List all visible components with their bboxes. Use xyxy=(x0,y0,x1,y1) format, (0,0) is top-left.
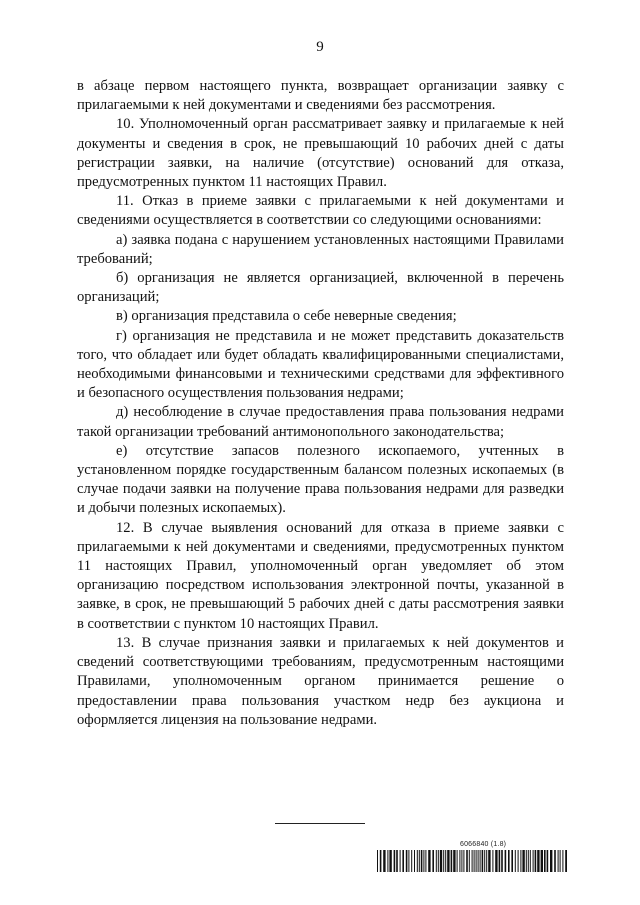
page-number: 9 xyxy=(316,39,324,55)
paragraph-subitem-g: г) организация не представила и не может представить доказательств того, что обладает или будет обладать квалифицированными специалистами, необходимыми финансовыми и техническими средствами для эффективного и безопасного осуществления пользования недрами; xyxy=(77,327,564,402)
paragraph-item-10: 10. Уполномоченный орган рассматривает заявку и прилагаемые к ней документы и сведения в срок, не превышающий 10 рабочих дней с даты регистрации заявки, на наличие (отсутствие) оснований для отказа, предусмотренных пунктом 11 настоящих Правил. xyxy=(77,116,564,191)
paragraph-subitem-v: в) организация представила о себе неверные сведения; xyxy=(116,308,457,325)
paragraph-item-11: 11. Отказ в приеме заявки с прилагаемыми к ней документами и сведениями осуществляется в соответствии со следующими основаниями: xyxy=(77,193,564,229)
barcode-icon xyxy=(377,850,567,872)
document-body xyxy=(77,77,564,730)
paragraph-item-13: 13. В случае признания заявки и прилагаемых к ней документов и сведений соответствующими требованиям, предусмотренным настоящими Правилами, уполномоченным органом принимается решение о предоставлении права пользования участком недр без аукциона и оформляется лицензия на пользование недрами. xyxy=(77,634,564,728)
paragraph-subitem-a: а) заявка подана с нарушением установленных настоящими Правилами требований; xyxy=(77,231,564,267)
paragraph-continuation: в абзаце первом настоящего пункта, возвращает организации заявку с прилагаемыми к ней документами и сведениями без рассмотрения. xyxy=(77,78,564,114)
paragraph-subitem-b: б) организация не является организацией, включенной в перечень организаций; xyxy=(77,270,564,306)
paragraph-subitem-d: д) несоблюдение в случае предоставления права пользования недрами такой организации требований антимонопольного законодательства; xyxy=(77,404,564,440)
paragraph-subitem-e: е) отсутствие запасов полезного ископаемого, учтенных в установленном порядке государственным балансом полезных ископаемых (в случае подачи заявки на получение права пользования недрами для разведки и добычи полезных ископаемых). xyxy=(77,442,564,517)
paragraph-item-12: 12. В случае выявления оснований для отказа в приеме заявки с прилагаемыми к ней документами и сведениями, предусмотренных пунктом 11 настоящих Правил, уполномоченный орган уведомляет об этом организацию посредством использования электронной почты, указанной в заявке, в срок, не превышающий 5 рабочих дней с даты рассмотрения заявки в соответствии с пунктом 10 настоящих Правил. xyxy=(77,519,564,632)
document-code: 6066840 (1.8) xyxy=(460,841,507,848)
footer-divider xyxy=(275,823,365,824)
